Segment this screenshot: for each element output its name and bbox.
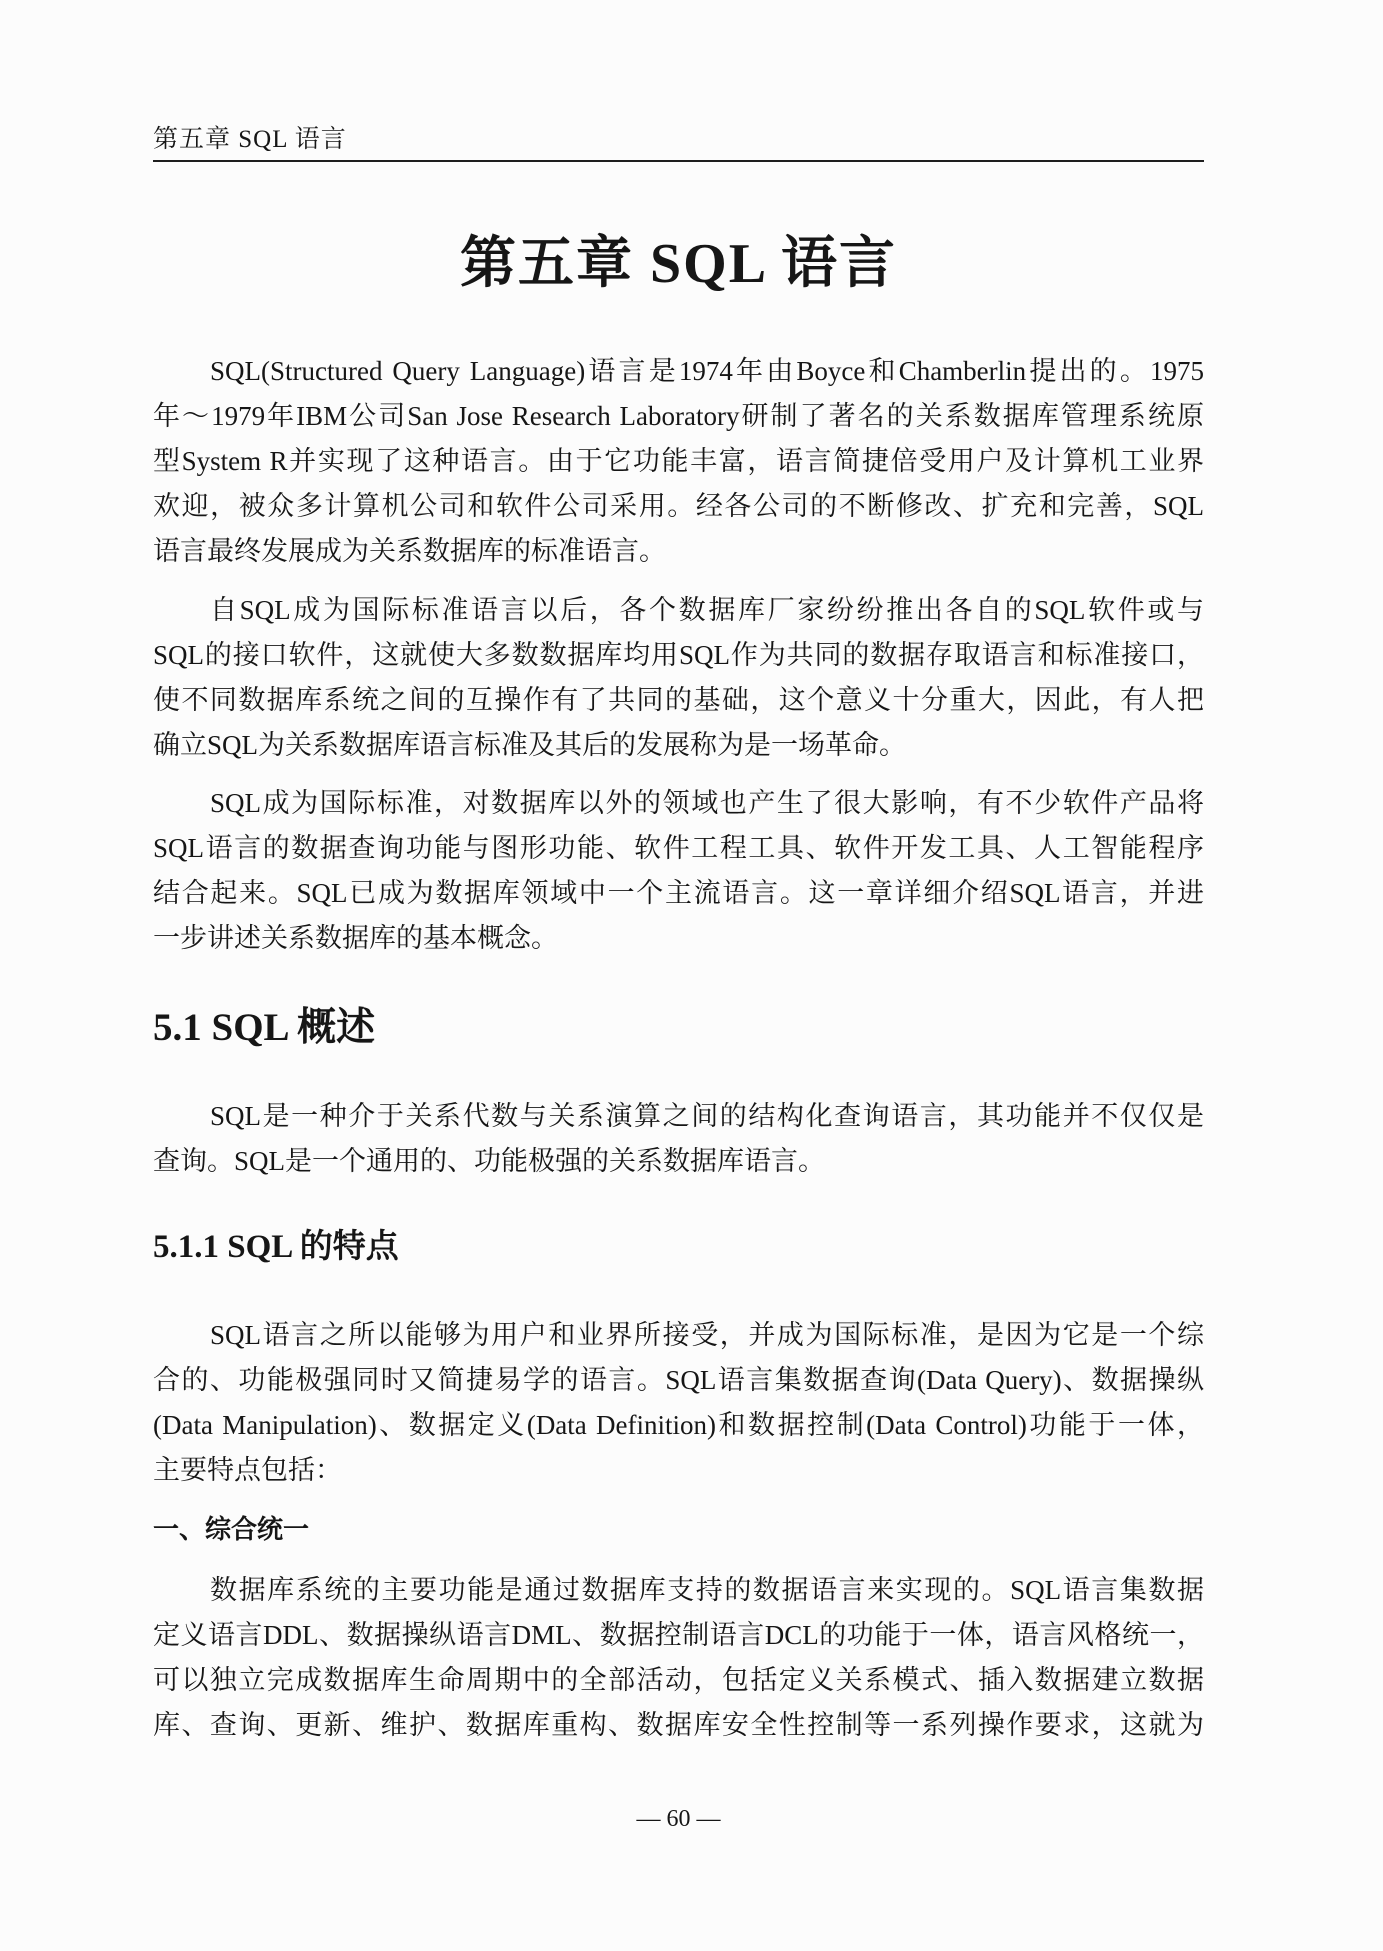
chapter-title: 第五章 SQL 语言: [460, 233, 897, 295]
paragraph-line: 结合起来。SQL已成为数据库领域中一个主流语言。这一章详细介绍SQL语言，并进: [153, 878, 1204, 908]
paragraph-line: 数据库系统的主要功能是通过数据库支持的数据语言来实现的。SQL语言集数据: [210, 1575, 1204, 1605]
paragraph: [153, 1568, 1204, 1748]
paragraph: [153, 349, 1204, 574]
paragraph-line: SQL语言的数据查询功能与图形功能、软件工程工具、软件开发工具、人工智能程序: [153, 833, 1204, 863]
paragraph-line: SQL是一种介于关系代数与关系演算之间的结构化查询语言，其功能并不仅仅是: [210, 1101, 1204, 1131]
paragraph-line: SQL语言之所以能够为用户和业界所接受，并成为国际标准，是因为它是一个综: [210, 1320, 1204, 1350]
paragraph-line: 语言最终发展成为关系数据库的标准语言。: [153, 536, 666, 566]
paragraph-line: SQL成为国际标准，对数据库以外的领域也产生了很大影响，有不少软件产品将: [210, 788, 1204, 818]
paragraph: [153, 1094, 1204, 1184]
paragraph-line: 使不同数据库系统之间的互操作有了共同的基础，这个意义十分重大，因此，有人把: [153, 685, 1204, 715]
paragraph: [153, 1313, 1204, 1493]
paragraph-line: SQL的接口软件，这就使大多数数据库均用SQL作为共同的数据存取语言和标准接口，: [153, 640, 1204, 670]
running-header: 第五章 SQL 语言: [153, 126, 347, 153]
paragraph: [153, 781, 1204, 961]
paragraph-line: 主要特点包括：: [153, 1455, 342, 1485]
section-heading: 5.1 SQL 概述: [153, 1006, 376, 1049]
paragraph-line: SQL(Structured Query Language)语言是1974年由Boyce和Chamberlin提出的。1975: [210, 356, 1204, 386]
paragraph-line: (Data Manipulation)、数据定义(Data Definition)和数据控制(Data Control)功能于一体，: [153, 1410, 1204, 1440]
page-number: — 60 —: [636, 1806, 721, 1832]
paragraph-line: 合的、功能极强同时又简捷易学的语言。SQL语言集数据查询(Data Query)、数据操纵: [153, 1365, 1204, 1395]
paragraph-line: 确立SQL为关系数据库语言标准及其后的发展称为是一场革命。: [153, 730, 907, 760]
paragraph-line: 查询。SQL是一个通用的、功能极强的关系数据库语言。: [153, 1146, 826, 1176]
paragraph-line: 欢迎，被众多计算机公司和软件公司采用。经各公司的不断修改、扩充和完善，SQL: [153, 491, 1204, 521]
header-rule: [153, 160, 1204, 162]
subsection-heading: 5.1.1 SQL 的特点: [153, 1229, 399, 1265]
paragraph-line: 一步讲述关系数据库的基本概念。: [153, 923, 558, 953]
paragraph-line: 定义语言DDL、数据操纵语言DML、数据控制语言DCL的功能于一体，语言风格统一，: [153, 1620, 1204, 1650]
paragraph: [153, 588, 1204, 768]
paragraph-line: 年～1979年IBM公司San Jose Research Laboratory研制了著名的关系数据库管理系统原: [153, 401, 1204, 431]
paragraph-line: 型System R并实现了这种语言。由于它功能丰富，语言简捷倍受用户及计算机工业界: [153, 446, 1204, 476]
paragraph-line: 库、查询、更新、维护、数据库重构、数据库安全性控制等一系列操作要求，这就为: [153, 1710, 1204, 1740]
paragraph-line: 自SQL成为国际标准语言以后，各个数据库厂家纷纷推出各自的SQL软件或与: [210, 595, 1204, 625]
point-heading: 一、综合统一: [153, 1515, 310, 1544]
paragraph-line: 可以独立完成数据库生命周期中的全部活动，包括定义关系模式、插入数据建立数据: [153, 1665, 1204, 1695]
